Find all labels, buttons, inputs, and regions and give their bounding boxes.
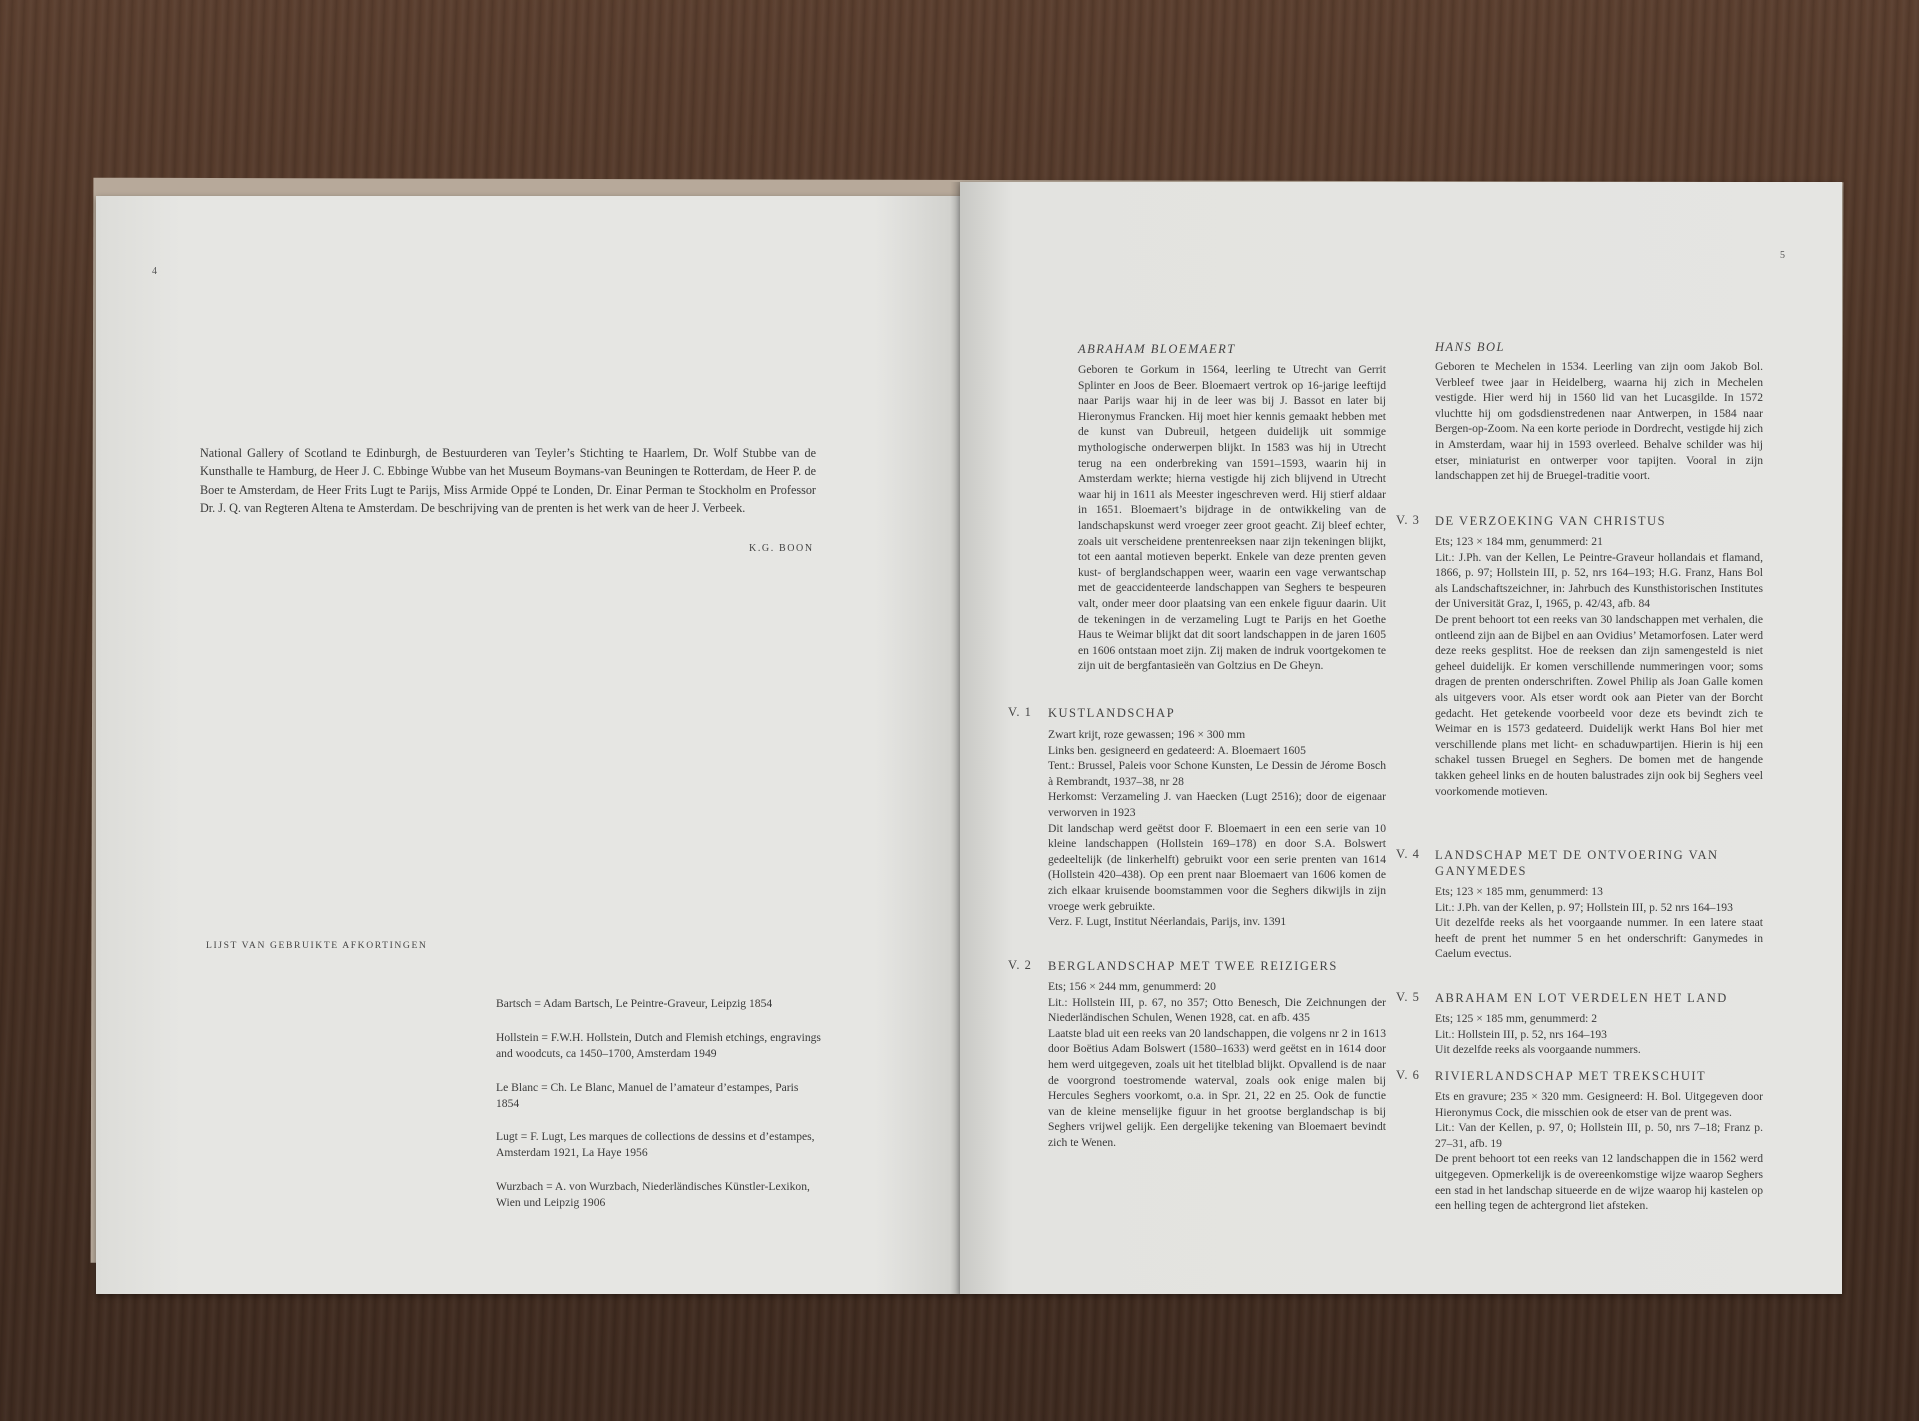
right-page — [960, 182, 1842, 1294]
entry-title-v1: KUSTLANDSCHAP — [1048, 706, 1176, 720]
entry-title-v6: RIVIERLANDSCHAP MET TREKSCHUIT — [1435, 1069, 1707, 1083]
artist-heading-bloemaert: ABRAHAM BLOEMAERT — [1078, 342, 1236, 356]
entry-title-v2: BERGLANDSCHAP MET TWEE REIZIGERS — [1048, 959, 1338, 973]
page-number-right: 5 — [1780, 250, 1785, 261]
acknowledgement-text: National Gallery of Scotland te Edinburgh, de Bestuurderen van Teyler’s Stichting te Haarlem, Dr. Wolf Stubbe van de Kunsthalle te Hamburg, de Heer J. C. Ebbinge Wubbe van het Museum Boymans-van Beuningen te Rotterdam, de Heer P. de Boer te Amsterdam, de Heer Frits Lugt te Parijs, Miss Armide Oppé te Londen, Dr. Einar Perman te Stockholm en Professor Dr. J. Q. van Regteren Altena te Amsterdam. De beschrijving van de prenten is het werk van de heer J. Verbeek. — [200, 446, 816, 516]
entry-number-v3: V. 3 — [1396, 513, 1420, 527]
abbreviation-wurzbach: Wurzbach = A. von Wurzbach, Niederländisches Künstler-Lexikon, Wien und Leipzig 1906 — [496, 1180, 810, 1209]
entry-number-v1: V. 1 — [1008, 705, 1032, 719]
entry-text-v4: Ets; 123 × 185 mm, genummerd: 13 Lit.: J.Ph. van der Kellen, p. 97; Hollstein III, p. 52 nrs 164–193 Uit dezelfde reeks als het voorgaande nummer. In een latere staat heeft de prent het nummer 5 en het onderschrift: Ganymedes in Caelum evectus. — [1435, 885, 1763, 961]
left-page — [96, 196, 961, 1294]
entry-number-v6: V. 6 — [1396, 1068, 1420, 1082]
entry-title-v3: DE VERZOEKING VAN CHRISTUS — [1435, 514, 1667, 528]
abbreviation-le-blanc: Le Blanc = Ch. Le Blanc, Manuel de l’amateur d’estampes, Paris 1854 — [496, 1081, 799, 1110]
entry-title-v5: ABRAHAM EN LOT VERDELEN HET LAND — [1435, 991, 1728, 1005]
abbreviation-hollstein: Hollstein = F.W.H. Hollstein, Dutch and Flemish etchings, engravings and woodcuts, ca 1450–1700, Amsterdam 1949 — [496, 1031, 821, 1060]
abbreviation-bartsch: Bartsch = Adam Bartsch, Le Peintre-Graveur, Leipzig 1854 — [496, 997, 773, 1010]
entry-number-v4: V. 4 — [1396, 847, 1420, 861]
abbreviations-heading: LIJST VAN GEBRUIKTE AFKORTINGEN — [206, 940, 428, 951]
entry-title-v4: LANDSCHAP MET DE ONTVOERING VAN GANYMEDES — [1435, 848, 1719, 878]
entry-text-v5: Ets; 125 × 185 mm, genummerd: 2 Lit.: Hollstein III, p. 52, nrs 164–193 Uit dezelfde reeks als voorgaande nummers. — [1435, 1012, 1641, 1057]
entry-text-v6: Ets en gravure; 235 × 320 mm. Gesigneerd: H. Bol. Uitgegeven door Hieronymus Cock, die misschien ook de etser van de prent was. Lit.: Van der Kellen, p. 97, 0; Hollstein III, p. 50, nrs 7–18; Franz p. 27–31, afb. 19 De prent behoort tot een reeks van 12 landschappen die in 1562 werd uitgegeven. Opmerkelijk is de overeenkomstige wijze waarop Seghers een stad in het landschap situeerde en de wijze waarop hij kastelen op een helling tegen de achtergrond liet afsteken. — [1435, 1090, 1763, 1213]
bio-bloemaert: Geboren te Gorkum in 1564, leerling te Utrecht van Gerrit Splinter en Joos de Beer. Bloemaert vertrok op 16-jarige leeftijd naar Parijs waar hij in de leer was bij J. Bassot en later bij Hieronymus Francken. Hij moet hier kennis gemaakt hebben met de kunst van Dubreuil, hetgeen duidelijk uit sommige mythologische onderwerpen blijkt. In 1583 was hij in Utrecht terug na een onderbreking van 1591–1593, waarin hij in Amsterdam werkte; hierna vestigde hij zich blijvend in Utrecht waar hij in 1611 als Meester ingeschreven werd. Hij stierf aldaar in 1651. Bloemaert’s bijdrage in de ontwikkeling van de landschapskunst werd vroeger zeer groot geacht. Zij bleef echter, zoals uit verscheidene prentenreeksen naar zijn tekeningen blijkt, tot een aantal motieven beperkt. Enkele van deze prenten geven kust- of berglandschappen weer, waarin een vage verwantschap met de geaccidenteerde landschappen van Seghers te bespeuren valt, onder meer door plaatsing van een enkele figuur daarin. Uit de tekeningen in de verzameling Lugt te Parijs en het Goethe Haus te Weimar blijkt dat dit soort landschappen in de jaren 1605 en 1606 ontstaan moet zijn. Zij maken de indruk voortgekomen te zijn uit de bergfantasieën van Goltzius en De Gheyn. — [1078, 363, 1386, 673]
artist-heading-bol: HANS BOL — [1435, 340, 1505, 354]
abbreviation-lugt: Lugt = F. Lugt, Les marques de collections de dessins et d’estampes, Amsterdam 1921, La Haye 1956 — [496, 1130, 815, 1159]
page-number-left: 4 — [152, 266, 157, 277]
entry-text-v1: Zwart krijt, roze gewassen; 196 × 300 mm Links ben. gesigneerd en gedateerd: A. Bloemaert 1605 Tent.: Brussel, Paleis voor Schone Kunsten, Le Dessin de Jérome Bosch à Rembrandt, 1937–38, nr 28 Herkomst: Verzameling J. van Haecken (Lugt 2516); door de eigenaar verworven in 1923 Dit landschap werd geëtst door F. Bloemaert in een een serie van 10 kleine landschappen (Hollstein 169–178) en door S.A. Bolswert gedeeltelijk (de linkerhelft) gebruikt voor een serie prenten van 1614 (Hollstein 420–438). Op een prent naar Bloemaert van 1606 komen de zich elkaar kruisende boomstammen voor die Seghers dikwijls in zijn vroege werk gebruikte. Verz. F. Lugt, Institut Néerlandais, Parijs, inv. 1391 — [1048, 728, 1386, 929]
entry-number-v2: V. 2 — [1008, 958, 1032, 972]
entry-text-v3: Ets; 123 × 184 mm, genummerd: 21 Lit.: J.Ph. van der Kellen, Le Peintre-Graveur hollandais et flamand, 1866, p. 97; Hollstein III, p. 52, nrs 164–193; H.G. Franz, Hans Bol als Landschaftszeichner, in: Jahrbuch des Kunsthistorischen Institutes der Universität Graz, I, 1965, p. 42/43, afb. 84 De prent behoort tot een reeks van 30 landschappen met verhalen, die ontleend zijn aan de Bijbel en aan Ovidius’ Metamorfosen. Later werd deze reeks gesplitst. Hoe de reeksen dan zijn samengesteld is niet geheel duidelijk. Er komen verschillende nummeringen voor; soms dragen de prenten onderschriften. Zowel Philip als Joan Galle komen als uitgevers voor. Als etser wordt ook aan Pieter van der Borcht gedacht. Het getekende voorbeeld voor deze ets bevindt zich te Weimar en is 1573 gedateerd. Duidelijk werkt Hans Bol hier met verschillende plans met licht- en schaduwpartijen. Hierin is hij een schakel tussen Bruegel en Seghers. De bomen met de hangende takken geheel links en de houten balustrades zijn ook bij Seghers veel voorkomende motieven. — [1435, 535, 1763, 798]
bio-bol: Geboren te Mechelen in 1534. Leerling van zijn oom Jakob Bol. Verbleef twee jaar in Heidelberg, waarna hij zich in Mechelen vestigde. Hier werd hij in 1560 lid van het Lucasgilde. In 1572 vluchtte hij om godsdienstredenen naar Antwerpen, in 1584 naar Bergen-op-Zoom. Na een korte periode in Dordrecht, vestigde hij zich in Amsterdam, waar hij in 1593 overleed. Behalve schilder was hij etser, miniaturist en ontwerper voor tapijten. Vooral in zijn landschappen zet hij de Bruegel-traditie voort. — [1435, 360, 1763, 483]
entry-number-v5: V. 5 — [1396, 990, 1420, 1004]
entry-text-v2: Ets; 156 × 244 mm, genummerd: 20 Lit.: Hollstein III, p. 67, no 357; Otto Benesch, Die Zeichnungen der Niederländischen Schulen, Wenen 1928, cat. en afb. 435 Laatste blad uit een reeks van 20 landschappen, die volgens nr 2 in 1613 door Boëtius Adam Bolswert (1580–1633) werd geëtst en in 1614 door hem werd uitgegeven, zoals uit het titelblad blijkt. Opvallend is de naar de voorgrond toestromende waterval, zoals ook enige malen bij Hercules Seghers voorkomt, o.a. in Spr. 21, 22 en 25. Ook de functie van de kleine menselijke figuur in het grootse berglandschap is bij Seghers vrijwel gelijk. Een dergelijke tekening van Bloemaert bevindt zich te Wenen. — [1048, 980, 1386, 1149]
signature: K.G. BOON — [749, 543, 814, 554]
